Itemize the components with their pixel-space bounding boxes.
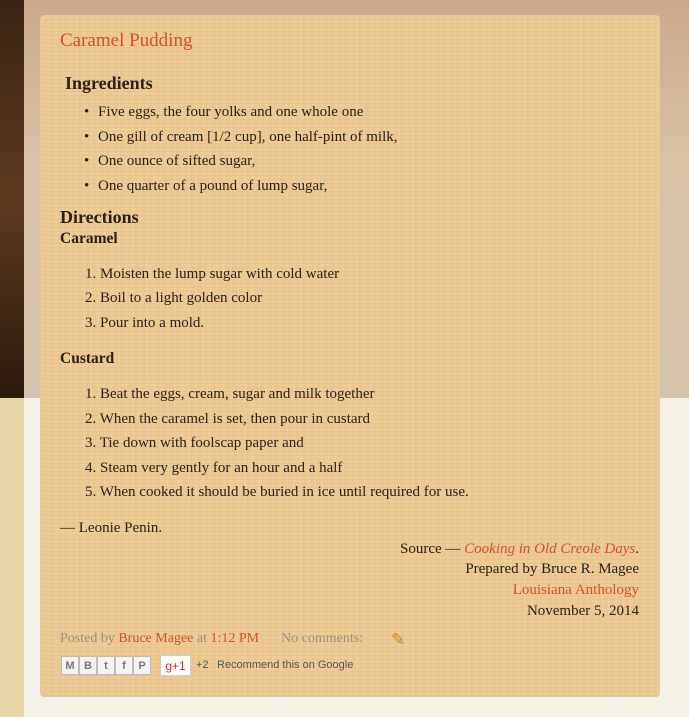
caramel-step: 1. Moisten the lump sugar with cold water <box>85 266 340 282</box>
ingredient-item: • One ounce of sifted sugar, <box>98 153 255 170</box>
left-border-image <box>0 0 24 398</box>
twitter-share-button[interactable]: t <box>97 656 115 675</box>
custard-step: 1. Beat the eggs, cream, sugar and milk together <box>85 386 375 402</box>
blog-share-button[interactable]: B <box>79 656 97 675</box>
custard-step: 2. When the caramel is set, then pour in custard <box>85 411 371 427</box>
prepared-by: Prepared by Bruce R. Magee <box>465 561 639 577</box>
ingredient-item: • One gill of cream [1/2 cup], one half-pint of milk, <box>98 129 398 146</box>
email-share-button[interactable]: M <box>61 656 79 675</box>
pinterest-share-button[interactable]: P <box>133 656 151 675</box>
post-date: November 5, 2014 <box>526 603 639 619</box>
facebook-share-button[interactable]: f <box>115 656 133 675</box>
caramel-step: 3. Pour into a mold. <box>85 315 205 331</box>
source-link[interactable]: Cooking in Old Creole Days <box>464 541 636 557</box>
plus-one-count: +2 <box>196 659 209 671</box>
ingredients-heading: Ingredients <box>65 73 153 93</box>
comments-link[interactable]: No comments: <box>281 631 364 646</box>
custard-step: 5. When cooked it should be buried in ice until required for use. <box>85 484 469 500</box>
ingredient-item: • One quarter of a pound of lump sugar, <box>98 178 327 195</box>
custard-heading: Custard <box>60 350 115 367</box>
post-title[interactable]: Caramel Pudding <box>60 30 193 51</box>
timestamp-link[interactable]: 1:12 PM <box>210 631 260 646</box>
post-footer <box>60 631 259 647</box>
post-card <box>40 15 660 697</box>
google-plus-one-button[interactable]: g+1 <box>160 655 191 676</box>
source-line <box>400 541 639 558</box>
recommend-text: Recommend this on Google <box>217 659 354 671</box>
at-label: at <box>193 631 211 646</box>
custard-step: 4. Steam very gently for an hour and a half <box>85 460 343 476</box>
ingredient-item: • Five eggs, the four yolks and one whole one <box>98 104 363 121</box>
author-link[interactable]: Bruce Magee <box>118 631 194 646</box>
left-border <box>0 398 24 717</box>
edit-pencil-icon[interactable]: ✎ <box>391 630 406 649</box>
directions-heading: Directions <box>60 207 139 227</box>
anthology-link[interactable]: Louisiana Anthology <box>512 582 639 598</box>
custard-step: 3. Tie down with foolscap paper and <box>85 435 304 451</box>
posted-by-label: Posted by <box>60 631 119 646</box>
attribution: — Leonie Penin. <box>60 520 163 536</box>
caramel-step: 2. Boil to a light golden color <box>85 290 263 306</box>
caramel-heading: Caramel <box>60 230 118 247</box>
source-prefix: Source — <box>400 541 465 557</box>
source-suffix: . <box>635 541 639 557</box>
